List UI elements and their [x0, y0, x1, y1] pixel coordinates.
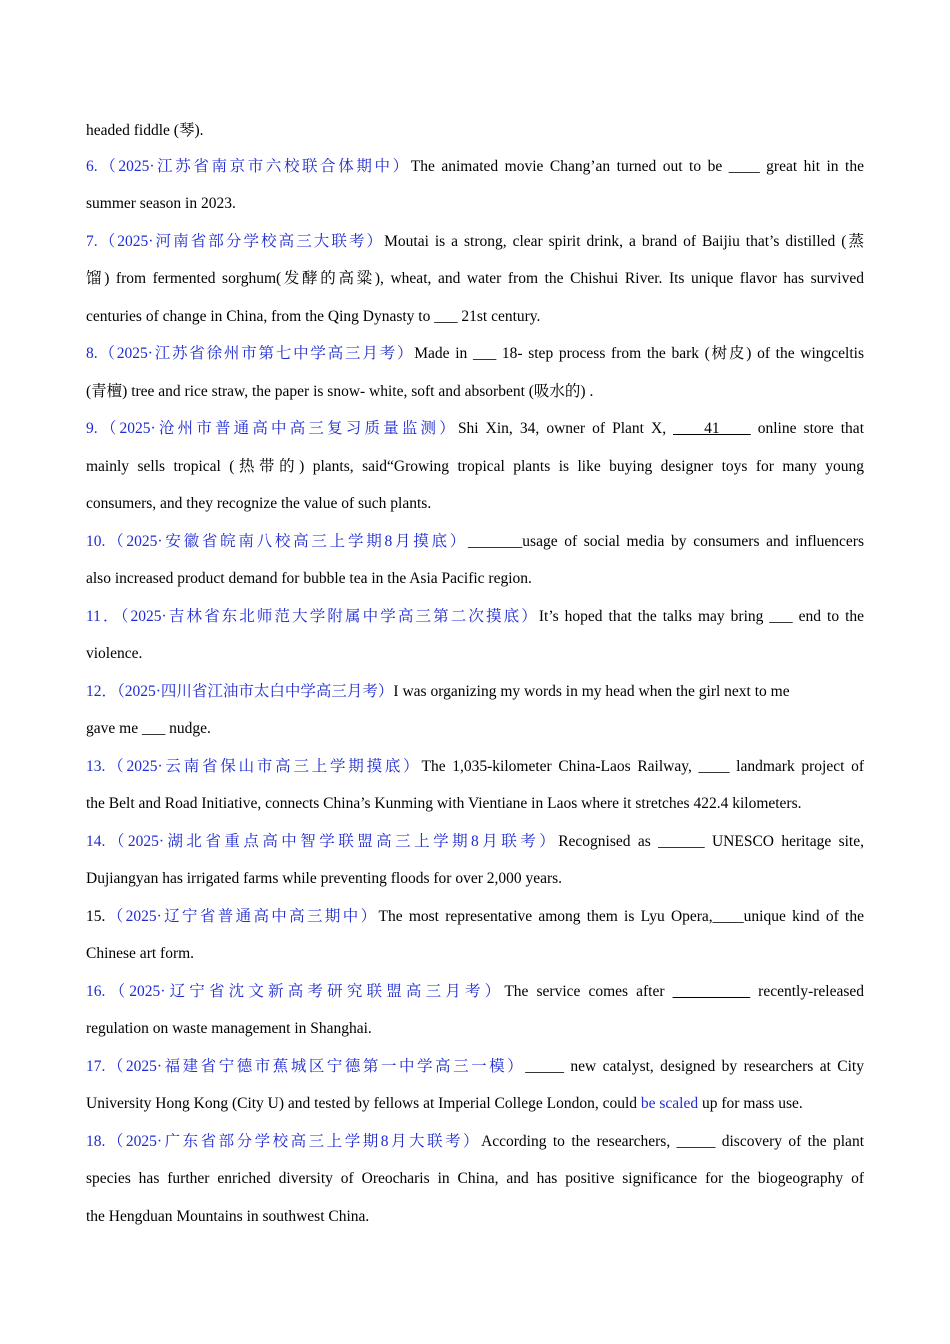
question-text: recently-released [758, 982, 864, 1000]
question-text: Recognised as ______ UNESCO heritage site, [558, 832, 864, 850]
question-text: According to the researchers, _____ discovery of the plant [481, 1132, 864, 1150]
question-text: I was organizing my words in my head when the girl next to me [393, 682, 790, 700]
question-line: the Hengduan Mountains in southwest China. [86, 1207, 370, 1225]
question-line [86, 748, 864, 786]
question-7 [86, 223, 864, 336]
question-16 [86, 973, 864, 1048]
question-source: 7.（2025·河南省部分学校高三大联考） [86, 232, 385, 250]
question-line [86, 898, 864, 936]
question-source: 18.（2025·广东省部分学校高三上学期8月大联考） [86, 1132, 482, 1150]
question-text: Made in ___ 18- step process from the bark (树皮) of the wingceltis [414, 345, 864, 362]
question-13 [86, 748, 864, 823]
question-text: Moutai is a strong, clear spirit drink, a brand of Baijiu that’s distilled (蒸 [384, 232, 864, 250]
question-line: violence. [86, 645, 143, 662]
question-source: 11．（2025·吉林省东北师范大学附属中学高三第二次摸底） [86, 607, 539, 625]
question-8 [86, 335, 864, 410]
carry-over-line: headed fiddle (琴). [86, 122, 204, 139]
question-14 [86, 823, 864, 898]
question-line [86, 1085, 864, 1123]
question-line [86, 335, 864, 373]
question-text: The most representative among them is Lyu Opera,____unique kind of the [378, 907, 864, 925]
question-line: consumers, and they recognize the value of such plants. [86, 495, 432, 512]
question-line [86, 1048, 864, 1086]
question-source: 6.（2025·江苏省南京市六校联合体期中） [86, 157, 411, 175]
question-line [86, 673, 864, 711]
question-line: Chinese art form. [86, 945, 195, 962]
question-line [86, 973, 864, 1011]
question-source: 8.（2025·江苏省徐州市第七中学高三月考） [86, 345, 415, 362]
question-line: also increased product demand for bubble tea in the Asia Pacific region. [86, 570, 532, 587]
question-17 [86, 1048, 864, 1123]
question-line: summer season in 2023. [86, 195, 236, 212]
question-line: Dujiangyan has irrigated farms while preventing floods for over 2,000 years. [86, 870, 563, 887]
question-15 [86, 898, 864, 973]
question-6 [86, 148, 864, 223]
question-text: up for mass use. [702, 1095, 803, 1112]
question-line [86, 523, 864, 561]
question-line: gave me ___ nudge. [86, 720, 211, 737]
question-9 [86, 410, 864, 523]
answer-blank: ____41____ [673, 420, 751, 437]
question-text: _______usage of social media by consumers and influencers [468, 532, 864, 550]
question-text: It’s hoped that the talks may bring ___ end to the [538, 607, 864, 625]
question-source: 12．（2025·四川省江油市太白中学高三月考） [86, 682, 394, 700]
question-line: the Belt and Road Initiative, connects China’s Kunming with Vientiane in Laos where it stretches 422.4 kilometers. [86, 795, 802, 812]
question-source: 14.（2025·湖北省重点高中智学联盟高三上学期8月联考） [86, 832, 559, 850]
question-line [86, 148, 864, 186]
question-line [86, 1123, 864, 1161]
question-11 [86, 598, 864, 673]
question-18 [86, 1123, 864, 1236]
question-12 [86, 673, 864, 748]
question-source: 10.（2025·安徽省皖南八校高三上学期8月摸底） [86, 532, 469, 550]
question-line: 馏) from fermented sorghum(发酵的高粱), wheat, and water from the Chishui River. Its unique flavor has survived [86, 270, 864, 287]
question-line: centuries of change in China, from the Qing Dynasty to ___ 21st century. [86, 307, 541, 325]
question-text: online store that [757, 420, 864, 437]
question-source: 13.（2025·云南省保山市高三上学期摸底） [86, 757, 422, 775]
question-text: The 1,035-kilometer China-Laos Railway, ____ landmark project of [421, 757, 864, 775]
question-source: 17.（2025·福建省宁德市蕉城区宁德第一中学高三一模） [86, 1057, 526, 1075]
answer-blank: __________ [672, 982, 751, 1000]
question-text: Shi Xin, 34, owner of Plant X, [457, 420, 667, 437]
question-line: regulation on waste management in Shanghai. [86, 1020, 372, 1037]
question-text: _____ new catalyst, designed by researchers at City [525, 1057, 864, 1075]
question-text: The service comes after [504, 982, 665, 1000]
highlighted-phrase: be scaled [640, 1095, 699, 1112]
question-line [86, 223, 864, 261]
question-10 [86, 523, 864, 598]
question-line [86, 410, 864, 448]
question-line: (青檀) tree and rice straw, the paper is snow- white, soft and absorbent (吸水的) . [86, 382, 594, 400]
question-line: mainly sells tropical (热带的) plants, said“Growing tropical plants is like buying designer toys for many young [86, 457, 864, 475]
question-line [86, 598, 864, 636]
question-number: 15. [86, 907, 106, 925]
question-source: 9.（2025·沧州市普通高中高三复习质量监测） [86, 420, 458, 437]
question-text: The animated movie Chang’an turned out to be ____ great hit in the [410, 157, 864, 175]
question-line: species has further enriched diversity of Oreocharis in China, and has positive significance for the biogeography of [86, 1170, 864, 1187]
question-source: 16.（2025·辽宁省沈文新高考研究联盟高三月考） [86, 982, 505, 1000]
question-source: （2025·辽宁省普通高中高三期中） [105, 907, 379, 925]
question-line [86, 823, 864, 861]
question-text: University Hong Kong (City U) and tested by fellows at Imperial College London, could [86, 1095, 638, 1112]
